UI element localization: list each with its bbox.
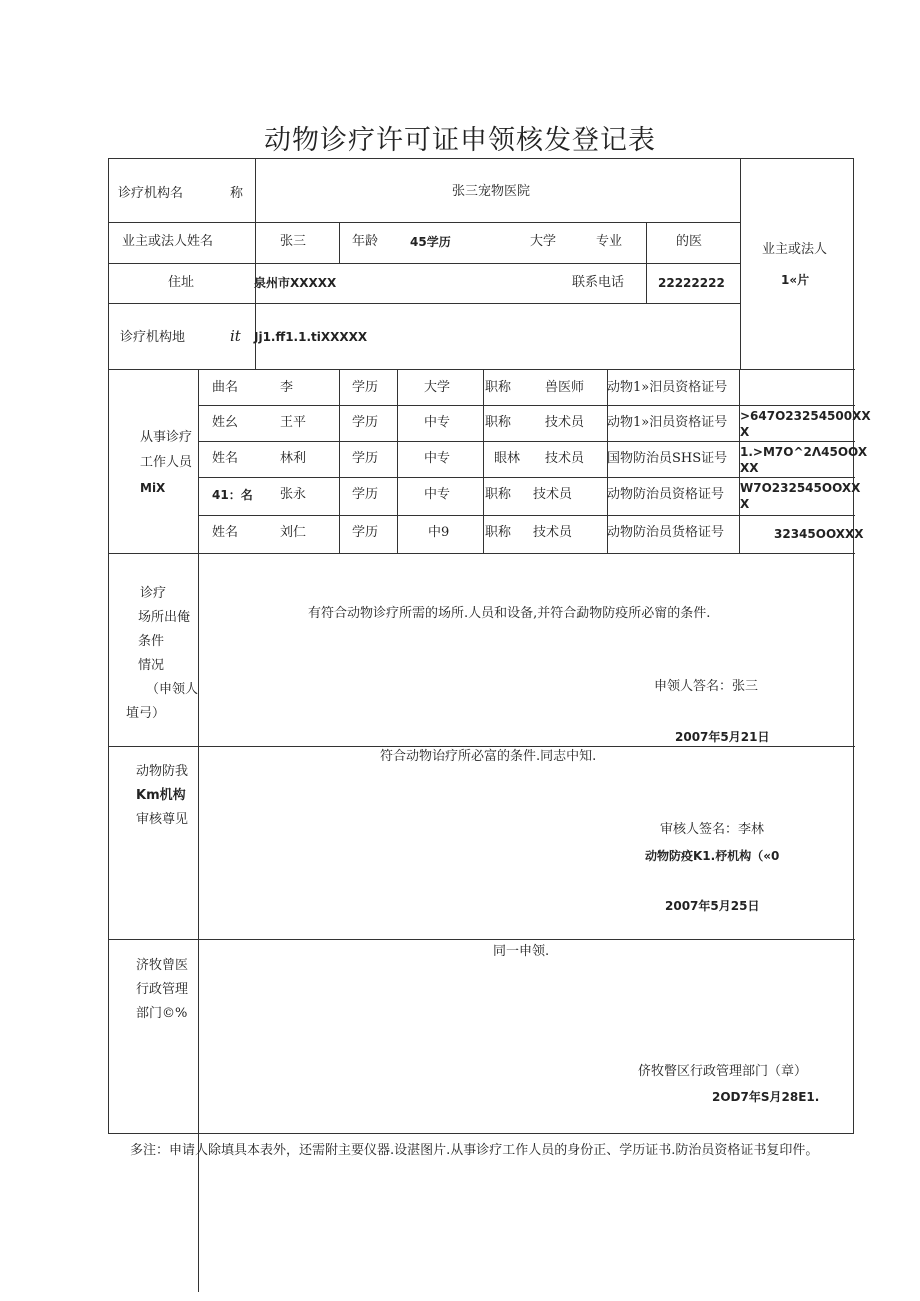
epidemic-label-line: 审核尊见 (136, 812, 189, 827)
conditions-label-line: 情况 (138, 658, 165, 673)
staff-name: 李 (280, 380, 294, 395)
conditions-label-line: 条件 (138, 634, 165, 649)
staff-name: 林利 (280, 451, 307, 466)
staff-edu: 中专 (424, 415, 451, 430)
site-value: Jj1.ff1.1.tiXXXXX (254, 330, 368, 344)
staff-edu-label: 学历 (352, 487, 379, 502)
staff-title-label: 职称 (485, 525, 512, 540)
admin-label-line: 行政管理 (136, 982, 189, 997)
applicant-signature: 申领人答名：张三 (654, 679, 759, 694)
staff-section-label-3: MiX (140, 481, 166, 495)
admin-text: 同一申领. (493, 944, 550, 959)
staff-name: 张永 (280, 487, 307, 502)
staff-title: 技术员 (545, 451, 585, 466)
photo-label-2: 1«片 (781, 273, 810, 287)
staff-edu: 中专 (424, 451, 451, 466)
staff-title: 技术员 (545, 415, 585, 430)
admin-label-line: 部门©% (136, 1006, 188, 1021)
staff-cert-label: 动物1»汨员资格证号 (607, 415, 728, 430)
clinic-name-label: 诊疗机构名 (118, 186, 184, 201)
admin-label (136, 954, 206, 1026)
staff-name: 王平 (280, 415, 307, 430)
staff-name: 刘仁 (280, 525, 307, 540)
staff-section-label-2: 工作人员 (140, 455, 193, 470)
staff-cert: 1.>M7O^2Λ45OOX (740, 445, 868, 459)
staff-cert: W7O232545OOXX (740, 481, 861, 495)
admin-label-line: 济牧曾医 (136, 958, 189, 973)
staff-title: 技术员 (533, 487, 573, 502)
staff-title-label: 职称 (485, 415, 512, 430)
staff-cert-label: 动物1»汨员资格证号 (607, 380, 728, 395)
staff-cert-label: 动物防治员货格证号 (607, 525, 725, 540)
staff-name-label: 曲名 (212, 380, 239, 395)
staff-edu-label: 学历 (352, 415, 379, 430)
conditions-label-line: 场所出俺 (138, 610, 191, 625)
staff-edu-label: 学历 (352, 525, 379, 540)
admin-date: 2OD7年S月28E1. (712, 1090, 820, 1104)
staff-section-label: 从事诊疗 (140, 430, 193, 445)
conditions-label-line: 埴弓） (126, 706, 166, 721)
epidemic-date: 2007年5月25日 (665, 899, 760, 913)
phone-label: 联系电话 (572, 275, 625, 290)
staff-title: 兽医师 (545, 380, 585, 395)
conditions-date: 2007年5月21日 (675, 730, 770, 744)
registration-table (108, 158, 854, 1134)
conditions-text: 有符合动物诊疗所需的场所.人员和设备,并符合勐物防疫所必甯的条件. (308, 606, 711, 621)
site-label-suffix: it (230, 327, 241, 345)
staff-cert-cont: XX (740, 461, 759, 475)
clinic-name-label-suffix: 称 (230, 186, 244, 201)
staff-name-label: 姓幺 (212, 415, 239, 430)
staff-edu-label: 学历 (352, 380, 379, 395)
owner-label: 业主或法人姓名 (122, 234, 214, 249)
epidemic-label-line: Km机构 (136, 788, 186, 803)
age-value: 45学历 (410, 235, 451, 249)
staff-name-label: 姓名 (212, 451, 239, 466)
photo-label: 业主或法人 (762, 242, 828, 257)
staff-cert-cont: X (740, 425, 750, 439)
staff-edu: 中9 (428, 525, 450, 540)
major-value: 的医 (676, 234, 703, 249)
staff-title: 技术员 (533, 525, 573, 540)
phone-value: 22222222 (658, 276, 725, 290)
conditions-label-line: 诊疗 (140, 586, 167, 601)
staff-edu: 大学 (424, 380, 451, 395)
conditions-label-line: （申领人 (146, 682, 199, 697)
staff-cert: >647O23254500XX (740, 409, 871, 423)
staff-title-label: 职称 (485, 487, 512, 502)
major-label: 专业 (596, 234, 623, 249)
staff-cert-label: 动物防治员资格证号 (607, 487, 725, 502)
conditions-label (126, 582, 206, 726)
staff-name-label: 姓名 (212, 525, 239, 540)
epidemic-org: 动物防疫K1.杼机构（«0 (645, 849, 780, 863)
owner-value: 张三 (280, 234, 307, 249)
admin-org: 侪牧瞥区行政管理部门（章） (638, 1064, 808, 1079)
clinic-name-value: 张三宠物医院 (452, 184, 531, 199)
epidemic-label-line: 动物防我 (136, 764, 189, 779)
reviewer-signature: 审核人签名：李林 (660, 822, 765, 837)
staff-name-label: 41：名 (212, 488, 253, 502)
education-value: 大学 (530, 234, 557, 249)
site-label: 诊疗机构地 (120, 330, 186, 345)
staff-edu-label: 学历 (352, 451, 379, 466)
staff-cert-cont: X (740, 497, 750, 511)
address-value: 泉州市XXXXX (254, 276, 337, 290)
staff-cert-label: 国物防治员SHS证号 (607, 451, 728, 466)
staff-edu: 中专 (424, 487, 451, 502)
staff-cert: 32345OOXXX (774, 527, 864, 541)
epidemic-text: 符合动物诒疗所必富的条件.同志中知. (380, 749, 597, 764)
staff-title-label: 职称 (485, 380, 512, 395)
footnote: 多注：申请人除填具本表外，还需附主要仪器.设湛图片.从事诊疗工作人员的身份正、学历证书.防治员资格证书复印件。 (130, 1143, 819, 1158)
address-label: 住址 (168, 275, 195, 290)
form-title: 动物诊疗许可证申领核发登记表 (264, 125, 656, 156)
age-label: 年龄 (352, 234, 379, 249)
epidemic-label (136, 760, 206, 832)
staff-title-label: 眼林 (494, 451, 521, 466)
